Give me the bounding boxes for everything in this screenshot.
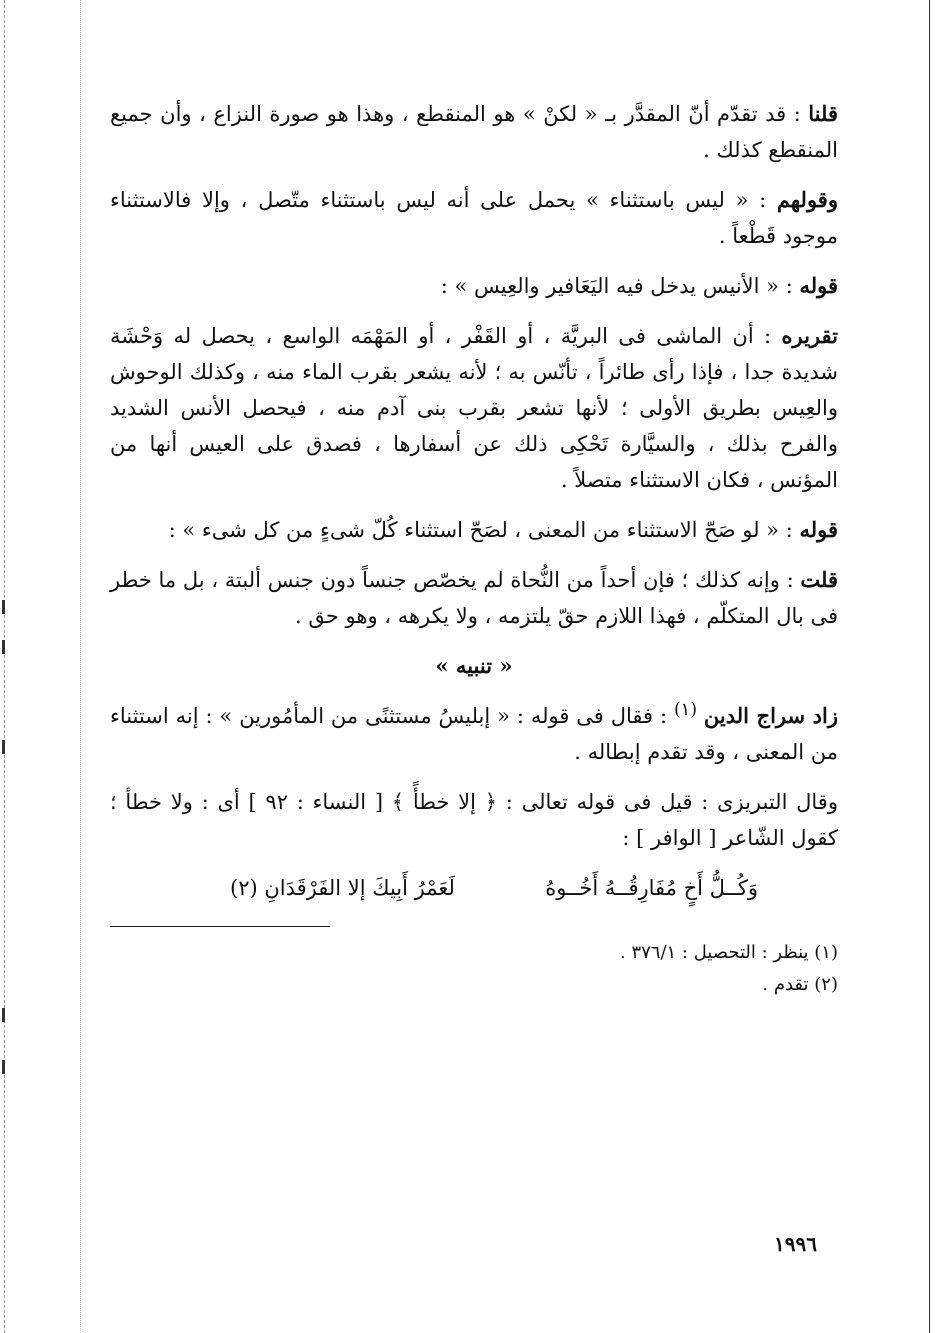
- scan-fold-line: [80, 0, 82, 1333]
- paragraph-text: : أن الماشى فى البريَّة ، أو القَفْر ، أو المَهْمَه الواسع ، يحصل له وَحْشَة شديدة جدا ، فإذا رأى طائراً ، تأنّس به ؛ لأنه يشعر بقرب الماء منه ، وكذلك الوحوش والعِيس بطريق الأولى ؛ لأنها تشعر بقرب بنى آدم منه ، فيحصل الأنس الشديد والفرح بذلك ، والسيَّارة تَحْكِى ذلك عن أسفارها ، فصدق على العيس أنها من المؤنس ، فكان الاستثناء متصلاً .: [110, 324, 838, 492]
- paragraph-qulna: [110, 96, 838, 168]
- paragraph-text: : « لو صَحّ الاستثناء من المعنى ، لصَحّ استثناء كُلّ شىءٍ من كل شىء » :: [168, 518, 793, 542]
- footnote-separator: [110, 926, 330, 927]
- paragraph-lead: قلنا: [808, 101, 838, 126]
- scan-mark: [2, 1008, 5, 1022]
- verse-second-hemistich: لَعَمْرُ أَبِيكَ إلا الفَرْقَدَانِ (٢): [230, 876, 455, 900]
- paragraph-lead: زاد سراج الدين: [703, 703, 838, 728]
- paragraph-tabrizi: وقال التبريزى : قيل فى قوله تعالى : ﴿ إلا خطأً ﴾ [ النساء : ٩٢ ] أى : ولا خطأ ؛ كقول الشّاعر [ الوافر ] :: [110, 790, 838, 850]
- footnotes: [110, 937, 838, 1001]
- page-number: ١٩٩٦: [774, 1232, 817, 1256]
- footnote-item: (١) ينظر : التحصيل : ٣٧٦/١ .: [619, 942, 838, 963]
- paragraph-lead: تقريره: [781, 323, 838, 348]
- paragraph-qultu: [110, 562, 838, 634]
- paragraph-qawluhum: [110, 182, 838, 254]
- section-heading: « تنبيه »: [435, 653, 513, 678]
- paragraph-lead: قلت: [800, 567, 838, 592]
- scan-edge-right: [929, 0, 931, 1333]
- paragraph-siraj-aldin: [110, 692, 838, 770]
- scan-mark: [2, 740, 5, 754]
- paragraph-text: : فقال فى قوله : « إبليسُ مستثنًى من المأمُورين » : إنه استثناء من المعنى ، وقد تقدم إبطاله .: [110, 704, 838, 764]
- paragraph-qawluhu-law: [110, 512, 838, 548]
- footnote-reference: (١): [673, 700, 698, 720]
- paragraph-qawluhu-anis: [110, 268, 838, 304]
- scan-edge-left: [4, 0, 6, 1333]
- verse-first-hemistich: وَكُــلُّ أَخٍ مُفَارِقُــهُ أَخُــوهُ: [545, 876, 758, 900]
- paragraph-text: : وإنه كذلك ؛ فإن أحداً من النُّحاة لم يخصّص جنساً دون جنس ألبتة ، بل ما خطر فى بال المتكلّم ، فهذا اللازم حقّ يلتزمه ، ولا يكرهه ، وهو حق .: [110, 568, 838, 628]
- paragraph-text: : « الأنيس يدخل فيه اليَعَافير والعِيس » :: [440, 274, 793, 298]
- paragraph-taqriruhu: [110, 318, 838, 498]
- paragraph-text: : « ليس باستثناء » يحمل على أنه ليس باستثناء متّصل ، وإلا فالاستثناء موجود قَطْعاً .: [110, 188, 838, 248]
- scan-mark: [2, 600, 5, 614]
- page-body: [110, 96, 838, 1001]
- scan-mark: [2, 640, 5, 654]
- paragraph-lead: قوله: [799, 273, 838, 298]
- paragraph-lead: قوله: [799, 517, 838, 542]
- paragraph-text: : قد تقدّم أنّ المقدَّر بـ « لكنْ » هو المنقطع ، وهذا هو صورة النزاع ، وأن جميع المنقطع كذلك .: [110, 102, 838, 162]
- footnote-item: (٢) تقدم .: [762, 974, 838, 995]
- paragraph-lead: وقولهم: [776, 187, 838, 212]
- poetry-verse: [110, 870, 838, 906]
- scan-mark: [2, 1060, 5, 1074]
